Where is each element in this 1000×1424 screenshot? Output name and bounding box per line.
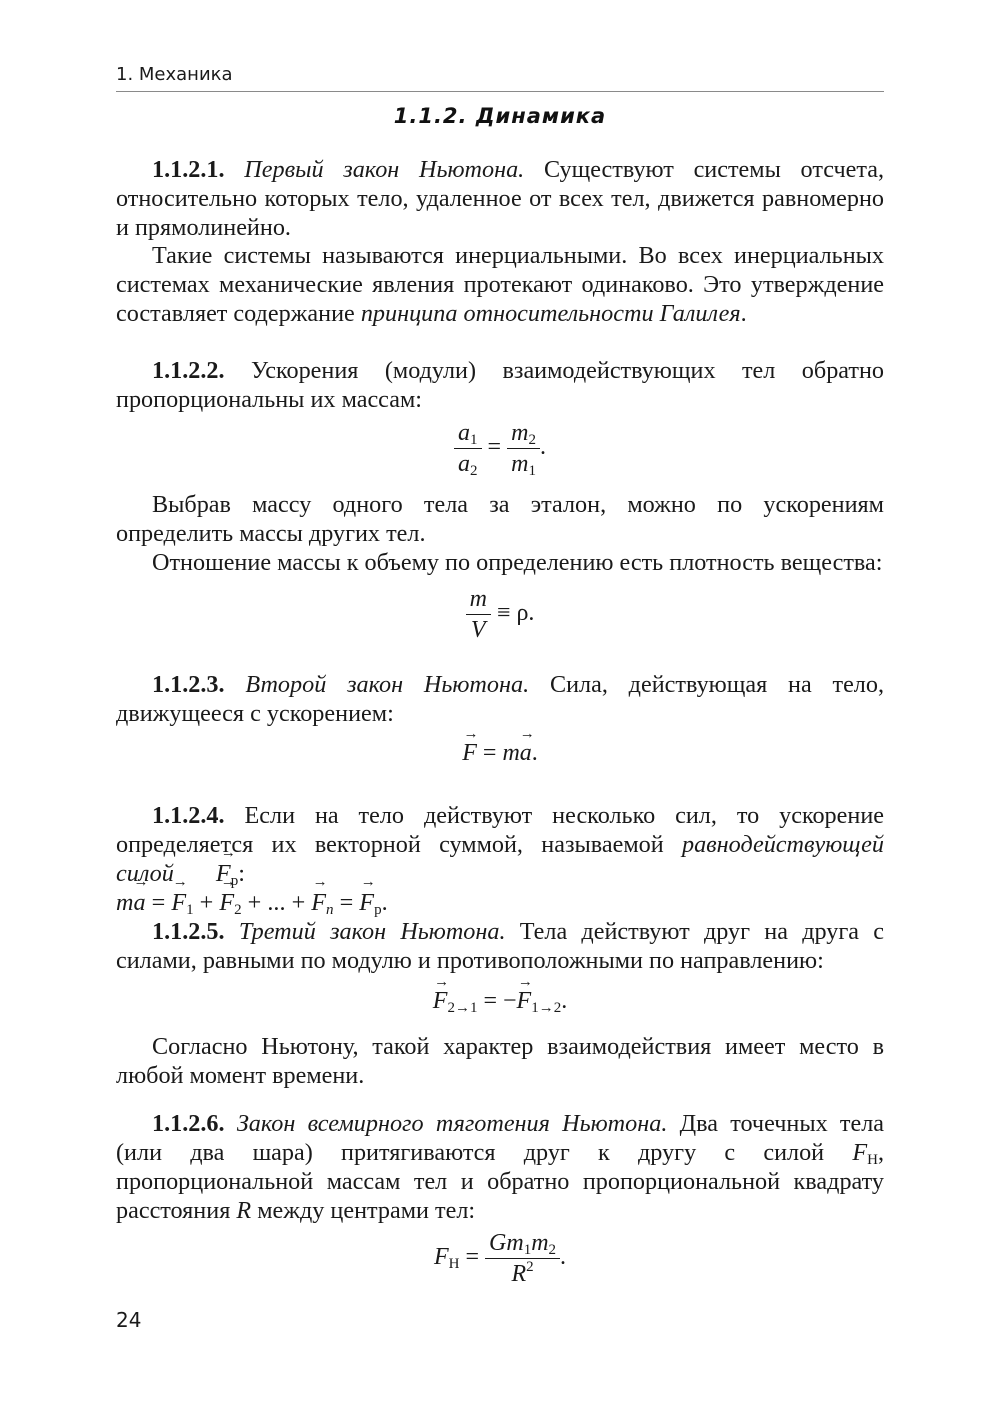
symbol-f: F xyxy=(433,1244,449,1271)
paragraph-1-1-2-3 xyxy=(116,670,884,728)
paragraph-number: 1.1.2.5. xyxy=(152,918,225,945)
paragraph-text: Два точечных тела (или два шара) притягиваются друг к другу с силой xyxy=(116,1110,885,1166)
vector-f: → F xyxy=(171,888,186,917)
period: . xyxy=(561,988,568,1014)
period: . xyxy=(539,434,546,461)
subscript: 1 xyxy=(523,1242,532,1258)
symbol-a: a xyxy=(458,420,471,446)
paragraph-text: Сила, действующая на тело, движущееся с ускорением: xyxy=(116,671,885,727)
page-number: 24 xyxy=(116,1308,142,1332)
subscript: 2 xyxy=(234,902,242,918)
paragraph-1-1-2-1 xyxy=(116,155,884,242)
vector-a: → a xyxy=(133,888,145,917)
symbol-m: m xyxy=(506,1230,524,1256)
vector-f: → F xyxy=(180,859,231,888)
subscript: 1 xyxy=(470,432,478,448)
equals-sign: = xyxy=(487,434,502,461)
law-term: Закон всемирного тяготения Ньютона. xyxy=(236,1110,668,1137)
paragraph-number: 1.1.2.6. xyxy=(152,1110,225,1137)
paragraph-number: 1.1.2.2. xyxy=(152,357,225,384)
plus-sign: + xyxy=(291,889,312,916)
subscript: р xyxy=(374,902,382,918)
vector-f: → F xyxy=(462,740,477,767)
paragraph-text: Тела действуют друг на друга с силами, равными по модулю и противоположными по направлению: xyxy=(116,918,885,974)
vector-f: → F xyxy=(219,888,234,917)
fraction-gravitation xyxy=(485,1228,560,1289)
paragraph-text: между центрами тел: xyxy=(257,1197,476,1224)
density-rhs: ≡ ρ. xyxy=(496,600,535,627)
period: . xyxy=(531,740,538,766)
equals-sign: = xyxy=(145,889,172,916)
symbol-f: F xyxy=(852,1139,868,1166)
paragraph-density: Отношение массы к объему по определению есть плотность вещества: xyxy=(152,549,883,576)
formula-second-law xyxy=(116,740,884,767)
formula-density xyxy=(116,584,884,645)
subscript: n xyxy=(326,902,334,918)
plus-sign: + xyxy=(241,889,268,916)
symbol-m: m xyxy=(511,420,529,446)
subscript: 1 xyxy=(528,463,536,479)
paragraph-newton-interaction: Согласно Ньютону, такой характер взаимодействия имеет место в любой момент времени. xyxy=(116,1033,884,1089)
formula-resultant xyxy=(116,888,388,917)
law-term: Первый закон Ньютона. xyxy=(244,156,525,183)
symbol-m: m xyxy=(469,586,487,612)
paragraph-mass-standard: Выбрав массу одного тела за эталон, можно по ускорениям определить массы других тел. xyxy=(116,491,884,547)
vector-f: → F xyxy=(311,888,326,917)
paragraph-text: Существуют системы отсчета, относительно которых тело, удаленное от всех тел, движется равномерно и прямолинейно. xyxy=(116,156,884,241)
subscript: р xyxy=(230,873,239,889)
subscript: 2→1 xyxy=(447,1000,478,1016)
subscript: 1 xyxy=(186,902,194,918)
symbol-g: G xyxy=(489,1230,507,1256)
paragraph-1-1-2-2 xyxy=(116,356,884,414)
fraction-accelerations xyxy=(454,418,482,479)
paragraph-inertial-frames xyxy=(116,241,884,328)
symbol-m: m xyxy=(116,889,134,916)
period: . xyxy=(560,1244,567,1271)
period: . xyxy=(740,300,747,327)
paragraph-number: 1.1.2.4. xyxy=(152,802,225,829)
paragraph-text: , пропорциональной массам тел и обратно пропорциональной квадрату расстояния xyxy=(116,1139,884,1224)
symbol-v: V xyxy=(470,617,486,643)
formula-third-law xyxy=(116,988,884,1015)
fraction-masses xyxy=(507,418,540,479)
subscript: Н xyxy=(448,1256,460,1273)
equals-sign: = xyxy=(476,740,503,766)
principle-term: принципа относительности Галилея xyxy=(360,300,741,327)
symbol-m: m xyxy=(511,451,529,477)
paragraph-text: Ускорения (модули) взаимодействующих тел обратно пропорциональны их массам: xyxy=(116,357,885,413)
ellipsis: ... xyxy=(267,889,292,916)
plus-sign: + xyxy=(193,889,220,916)
symbol-r: R xyxy=(236,1197,252,1224)
section-title: 1.1.2. Динамика xyxy=(393,104,607,128)
paragraph-number: 1.1.2.1. xyxy=(152,156,225,183)
paragraph-1-1-2-4 xyxy=(116,801,884,917)
vector-f: → F xyxy=(359,888,374,917)
law-term: Второй закон Ньютона. xyxy=(245,671,530,698)
superscript: 2 xyxy=(526,1259,534,1275)
symbol-m: m xyxy=(531,1230,549,1256)
vector-f: → F xyxy=(517,988,532,1015)
resultant-term: равнодействующей силой xyxy=(116,831,884,887)
law-term: Третий закон Ньютона. xyxy=(238,918,506,945)
symbol-m: m xyxy=(502,740,520,766)
equals-sign: = xyxy=(333,889,360,916)
symbol-a: a xyxy=(458,451,471,477)
paragraph-number: 1.1.2.3. xyxy=(152,671,225,698)
subscript: 2 xyxy=(470,463,478,479)
paragraph-text: Такие системы называются инерциальными. Во всех инерциальных системах механические явления протекают одинаково. Это утверждение составляет содержание xyxy=(116,242,884,327)
period: . xyxy=(381,889,388,916)
symbol-r: R xyxy=(511,1261,527,1287)
subscript: Н xyxy=(867,1152,878,1168)
fraction-mass-volume xyxy=(466,584,491,645)
paragraph-1-1-2-6 xyxy=(116,1109,884,1225)
equals-minus-sign: = − xyxy=(477,988,517,1014)
paragraph-1-1-2-5 xyxy=(116,917,884,975)
colon: : xyxy=(238,860,245,887)
subscript: 2 xyxy=(548,1242,557,1258)
formula-gravitation xyxy=(116,1228,884,1289)
vector-f: → F xyxy=(433,988,448,1015)
equals-sign: = xyxy=(459,1244,486,1271)
formula-acceleration-mass-ratio xyxy=(116,418,884,479)
vector-a: → a xyxy=(520,740,532,767)
subscript: 2 xyxy=(528,432,536,448)
paragraph-text: Если на тело действуют несколько сил, то ускорение определяется их векторной суммой, называемой xyxy=(116,802,885,858)
running-header: 1. Механика xyxy=(116,64,884,92)
subscript: 1→2 xyxy=(531,1000,562,1016)
